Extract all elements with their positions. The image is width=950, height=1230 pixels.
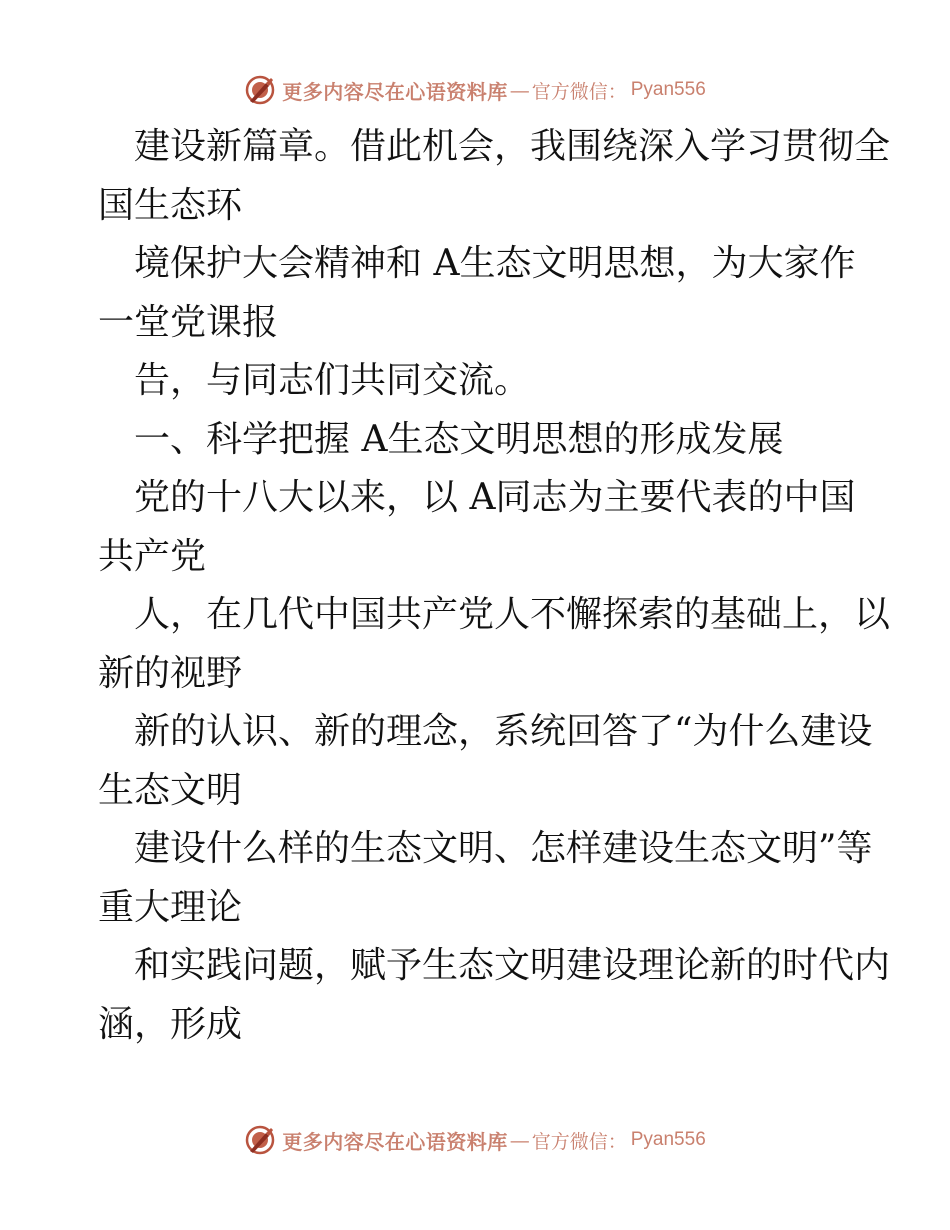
quill-pen-seal-icon — [244, 1124, 276, 1156]
text-line: 重大理论 — [98, 886, 243, 928]
text-line: 建设什么样的生态文明、怎样建设生态文明”等 — [134, 828, 873, 869]
text-line: 一堂党课报 — [98, 301, 279, 343]
watermark-wechat-id: Pyan556 — [630, 1129, 706, 1150]
quill-pen-seal-icon — [244, 74, 276, 106]
footer-watermark — [0, 1120, 950, 1160]
text-line: 生态文明 — [98, 769, 243, 811]
text-line: 境保护大会精神和 A生态文明思想，为大家作 — [134, 243, 856, 284]
text-line: 新的视野 — [98, 652, 243, 694]
text-line: 国生态环 — [98, 184, 243, 226]
document-body — [98, 118, 891, 1054]
text-line: 人，在几代中国共产党人不懈探索的基础上，以 — [134, 594, 891, 635]
text-line: 新的认识、新的理念，系统回答了“为什么建设 — [134, 711, 873, 752]
text-line: 告，与同志们共同交流。 — [134, 360, 531, 401]
text-line: 党的十八大以来，以 A同志为主要代表的中国 — [134, 477, 856, 518]
header-watermark — [0, 70, 950, 110]
text-line: 共产党 — [98, 535, 207, 577]
watermark-text: 更多内容尽在心语资料库 — [282, 1129, 508, 1154]
watermark-wechat-id: Pyan556 — [630, 79, 706, 100]
text-line: 涵，形成 — [98, 1003, 243, 1045]
watermark-text: 更多内容尽在心语资料库 — [282, 79, 508, 104]
watermark-wechat-label: 官方微信： — [531, 1130, 627, 1153]
watermark-wechat-label: 官方微信： — [531, 80, 627, 103]
watermark-dash: — — [509, 78, 530, 102]
text-line: 建设新篇章。借此机会，我围绕深入学习贯彻全 — [134, 126, 891, 167]
watermark-dash: — — [509, 1128, 530, 1152]
text-line: 和实践问题，赋予生态文明建设理论新的时代内 — [134, 945, 891, 986]
section-heading: 一、科学把握 A生态文明思想的形成发展 — [134, 418, 784, 460]
